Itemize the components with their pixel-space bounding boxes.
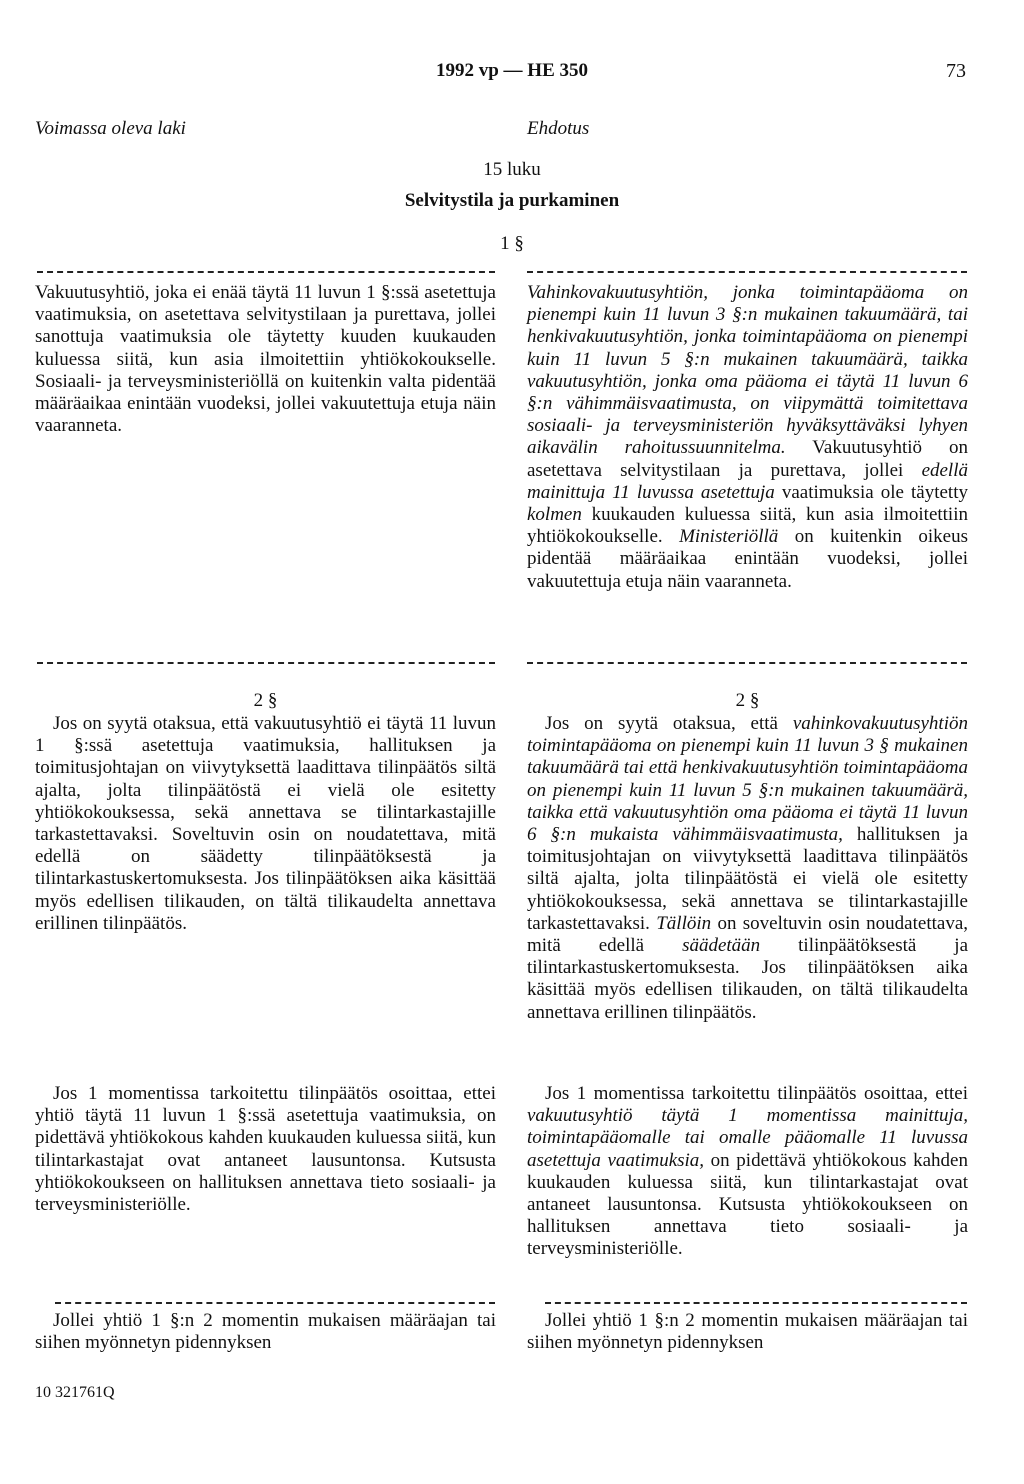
omission-dashes-left-1 bbox=[37, 271, 495, 273]
text-run: vakuutusyhtiö täytä 1 momentissa mainittuja, toimintapääomalle tai omalle pääomalle 11 luvussa asetettuja vaatimuksia, bbox=[527, 1105, 968, 1171]
text-run: kolmen bbox=[527, 504, 582, 526]
text-run: Ministeriöllä bbox=[679, 526, 779, 548]
page-header bbox=[0, 58, 1024, 92]
section-2-mark-right: 2 § bbox=[735, 690, 760, 711]
text-run: säädetään bbox=[682, 935, 761, 957]
section-2-current-paragraph-3: Jollei yhtiö 1 §:n 2 momentin mukaisen määräajan tai siihen myönnetyn pidennyksen bbox=[35, 1310, 496, 1354]
chapter-number: 15 luku bbox=[483, 159, 541, 180]
text-run: on kuitenkin oikeus pidentää määräaikaa enintään vuodeksi, jollei vakuutettuja etuja näin vaaranneta. bbox=[527, 526, 968, 592]
print-code: 10 321761Q bbox=[35, 1384, 115, 1401]
running-title: 1992 vp — HE 350 bbox=[435, 60, 589, 81]
page-number: 73 bbox=[946, 60, 966, 82]
chapter-title: Selvitystila ja purkaminen bbox=[404, 190, 620, 211]
text-run: Jos 1 momentissa tarkoitettu tilinpäätös osoittaa, ettei bbox=[545, 1083, 968, 1104]
section-2-proposed-paragraph-3: Jollei yhtiö 1 §:n 2 momentin mukaisen määräajan tai siihen myönnetyn pidennyksen bbox=[527, 1310, 968, 1354]
right-column-heading: Ehdotus bbox=[527, 118, 590, 139]
section-1-current-text: Vakuutusyhtiö, joka ei enää täytä 11 luvun 1 §:ssä asetettuja vaatimuksia, on asetettava selvitystilaan ja purettava, jollei sanottuja vaatimuksia ole täytetty kuuden kuukauden kuluessa siitä, kun asia ilmoitettiin yhtiökokoukselle. Sosiaali- ja terveysministeriöllä on kuitenkin valta pidentää määräaikaa enintään vuodeksi, jollei vakuutettuja etuja näin vaaranneta. bbox=[35, 282, 496, 437]
text-run: hallituksen ja toimitusjohtajan on viivytyksettä laadittava tilinpäätös siltä ajalta, jolta tilinpäätöstä ei vielä ole esitetty yhtiökokouksessa, sekä annettava se tilintarkastajille tarkastettavaksi. bbox=[527, 824, 968, 934]
text-run: edellä mainittuja 11 luvussa asetettuja bbox=[527, 459, 968, 503]
text-run: on soveltuvin osin noudatettava, mitä edellä bbox=[527, 912, 968, 957]
omission-dashes-right-3 bbox=[545, 1302, 967, 1304]
text-run: vaatimuksia ole täytetty bbox=[774, 481, 968, 503]
section-2-mark-left: 2 § bbox=[253, 690, 278, 711]
text-run: on pidettävä yhtiökokous kahden kuukauden kuluessa siitä, kun tilintarkastajat ovat antaneet lausuntonsa. Kutsusta yhtiökokoukseen on hallituksen annettava tieto sosiaali- ja terveysministeriölle. bbox=[527, 1149, 968, 1260]
text-run: tilinpäätöksestä ja tilintarkastuskertomuksesta. Jos tilinpäätöksen aika käsittää myös edellisen tilikauden, on tältä tilikaudelta annettava erillinen tilinpäätös. bbox=[527, 935, 968, 1023]
text-run: kuukauden kuluessa siitä, kun asia ilmoitettiin yhtiökokoukselle. bbox=[527, 504, 968, 548]
text-run: Jos on syytä otaksua, että bbox=[545, 713, 793, 734]
omission-dashes-right-1 bbox=[527, 271, 967, 273]
text-run: Tällöin bbox=[656, 912, 712, 934]
section-2-current-paragraph-1: Jos on syytä otaksua, että vakuutusyhtiö ei täytä 11 luvun 1 §:ssä asetettuja vaatimuksia, hallituksen ja toimitusjohtajan on viivytyksettä laadittava tilinpäätös siltä ajalta, jolta tilinpäätöstä ei vielä ole esitetty yhtiökokouksessa, sekä annettava se tilintarkastajille tarkastettavaksi. Soveltuvin osin on noudatettava, mitä edellä on säädetty tilinpäätöksestä ja tilintarkastuskertomuksesta. Jos tilinpäätöksen aika käsittää myös edellisen tilikauden, on tältä tilikaudelta annettava erillinen tilinpäätös. bbox=[35, 713, 496, 934]
omission-dashes-left-2 bbox=[37, 662, 495, 664]
section-1-proposed-text bbox=[527, 282, 968, 593]
omission-dashes-left-3 bbox=[55, 1302, 495, 1304]
section-2-proposed-paragraph-1 bbox=[527, 713, 968, 1024]
section-1-mark: 1 § bbox=[500, 233, 524, 254]
text-run: Vakuutusyhtiö on asetettava selvitystilaan ja purettava, jollei bbox=[527, 437, 969, 481]
text-run: Vahinkovakuutusyhtiön, jonka toimintapääoma on pienempi kuin 11 luvun 3 §:n mukainen takuumäärä, tai henkivakuutusyhtiön, jonka toimintapääoma on pienempi kuin 11 luvun 5 §:n mukainen takuumäärä, taikka vakuutusyhtiön, jonka oma pääoma ei täytä 11 luvun 6 §:n vähimmäisvaatimusta, on viipymättä toimitettava sosiaali- ja terveysministeriön hyväksyttäväksi lyhyen aikavälin rahoitussuunnitelma. bbox=[527, 282, 968, 459]
omission-dashes-right-2 bbox=[527, 662, 967, 664]
text-run: vahinkovakuutusyhtiön toimintapääoma on pienempi kuin 11 luvun 3 § mukainen takuumäärä tai että henkivakuutusyhtiön toimintapääoma on pienempi kuin 11 luvun 5 §:n mukainen takuumäärä, taikka että vakuutusyhtiön oma pääoma ei täytä 11 luvun 6 §:n mukaista vähimmäisvaatimusta, bbox=[527, 713, 968, 846]
left-column-heading: Voimassa oleva laki bbox=[35, 118, 186, 139]
section-2-current-paragraph-2: Jos 1 momentissa tarkoitettu tilinpäätös osoittaa, ettei yhtiö täytä 11 luvun 1 §:ssä asetettuja vaatimuksia, on pidettävä yhtiökokous kahden kuukauden kuluessa siitä, kun tilintarkastajat ovat antaneet lausuntonsa. Kutsusta yhtiökokoukseen on hallituksen annettava tieto sosiaali- ja terveysministeriölle. bbox=[35, 1083, 496, 1216]
section-2-proposed-paragraph-2 bbox=[527, 1083, 968, 1261]
